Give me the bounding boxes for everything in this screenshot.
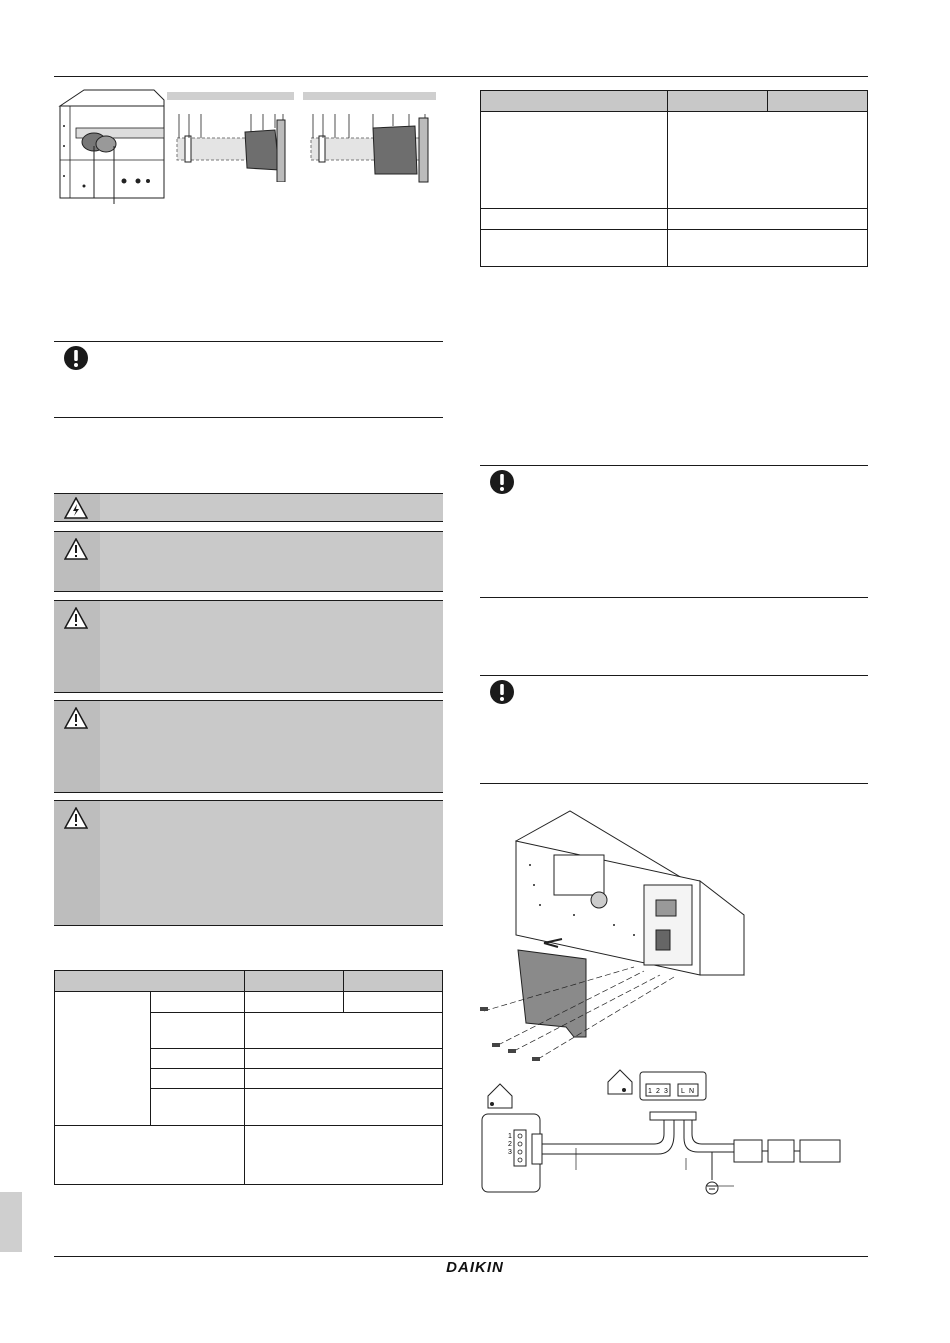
terminal-label: L (681, 1088, 685, 1095)
figure-header-bar (303, 92, 436, 100)
notice-block (480, 675, 868, 784)
exclamation-icon (489, 679, 515, 705)
ground-icon (706, 1182, 718, 1194)
table-header-row (481, 91, 868, 112)
footer-rule (54, 1256, 868, 1257)
warning-box (54, 531, 443, 592)
table-row (55, 992, 443, 1013)
pipe-detail-figure-b (303, 110, 436, 186)
terminal-label: 2 (656, 1088, 660, 1095)
warning-icon (64, 807, 88, 829)
terminal-label: 2 (508, 1141, 512, 1148)
electric-hazard-icon (64, 497, 88, 519)
notice-block (54, 341, 443, 418)
house-icon (608, 1070, 632, 1094)
exclamation-icon (489, 469, 515, 495)
notice-block (480, 465, 868, 598)
daikin-logo: DAIKIN (446, 1259, 504, 1276)
exclamation-icon (63, 345, 89, 371)
table-header-row (55, 971, 443, 992)
wiring-spec-table-left (54, 970, 443, 1185)
unit-service-cover-illustration (474, 805, 774, 1067)
wiring-diagram (474, 1068, 844, 1198)
wiring-spec-table-right (480, 90, 868, 267)
terminal-label: 1 (648, 1088, 652, 1095)
warning-icon (64, 607, 88, 629)
side-tab (0, 1192, 22, 1252)
warning-icon (64, 707, 88, 729)
terminal-label: 3 (508, 1149, 512, 1156)
warning-box (54, 700, 443, 793)
table-row (481, 209, 868, 230)
table-row (55, 1126, 443, 1185)
unit-piping-illustration (54, 86, 166, 204)
terminal-label: N (689, 1088, 695, 1095)
warning-icon (64, 538, 88, 560)
danger-box-electric (54, 493, 443, 522)
figure-header-bar (167, 92, 294, 100)
table-row (481, 230, 868, 267)
table-row (481, 112, 868, 209)
warning-box (54, 600, 443, 693)
header-rule (54, 76, 868, 77)
pipe-detail-figure-a (167, 110, 294, 182)
warning-box (54, 800, 443, 926)
terminal-label: 1 (508, 1133, 512, 1140)
terminal-label: 3 (664, 1088, 668, 1095)
